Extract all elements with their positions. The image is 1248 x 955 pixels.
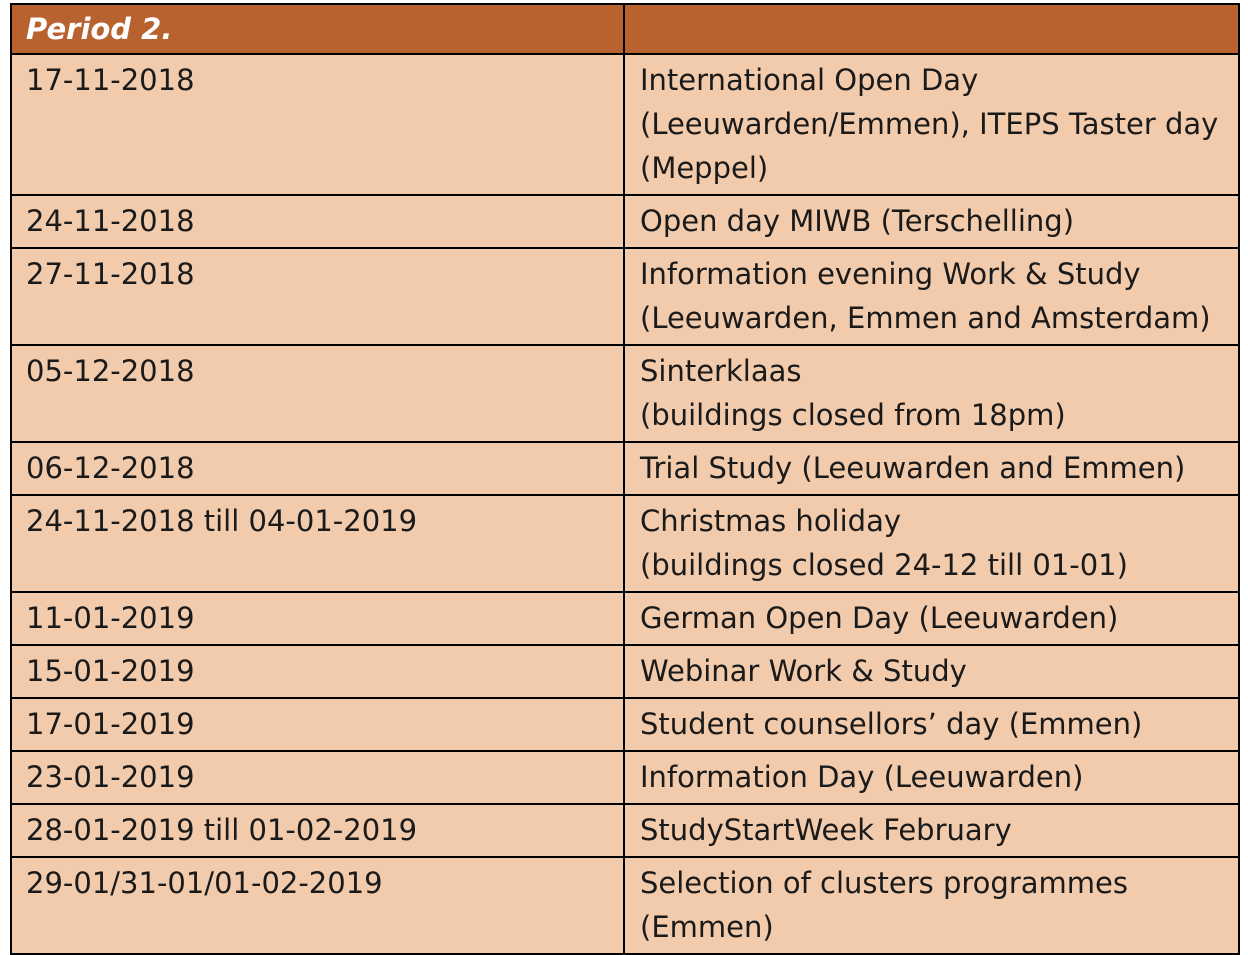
table-row [11,857,1239,954]
date-cell: 05-12-2018 [11,345,624,442]
event-cell [624,54,1239,195]
table-header-row [11,4,1239,54]
date-cell: 15-01-2019 [11,645,624,698]
event-cell [624,804,1239,857]
header-empty-cell [624,4,1239,54]
event-line: Sinterklaas [640,354,802,388]
date-cell: 17-11-2018 [11,54,624,195]
date-cell: 11-01-2019 [11,592,624,645]
event-line: Open day MIWB (Terschelling) [640,204,1075,238]
event-cell [624,751,1239,804]
event-line: Information evening Work & Study [640,257,1141,291]
period-schedule-table [10,3,1240,955]
event-line: German Open Day (Leeuwarden) [640,601,1119,635]
event-line: Webinar Work & Study [640,654,967,688]
event-cell [624,442,1239,495]
event-line: (Emmen) [640,910,774,944]
table-row [11,54,1239,195]
date-cell: 27-11-2018 [11,248,624,345]
event-line: Selection of clusters programmes [640,866,1128,900]
event-cell [624,195,1239,248]
date-cell: 17-01-2019 [11,698,624,751]
event-line: (Meppel) [640,151,769,185]
date-cell: 29-01/31-01/01-02-2019 [11,857,624,954]
event-line: Christmas holiday [640,504,902,538]
event-cell [624,495,1239,592]
event-line: (Leeuwarden, Emmen and Amsterdam) [640,301,1211,335]
table-row [11,804,1239,857]
table-row [11,442,1239,495]
date-cell: 24-11-2018 [11,195,624,248]
date-cell: 06-12-2018 [11,442,624,495]
table-row [11,645,1239,698]
event-cell [624,345,1239,442]
table-row [11,592,1239,645]
date-cell: 23-01-2019 [11,751,624,804]
table-row [11,195,1239,248]
event-line: International Open Day [640,63,979,97]
event-line: (Leeuwarden/Emmen), ITEPS Taster day [640,107,1219,141]
event-line: StudyStartWeek February [640,813,1012,847]
schedule-body [11,54,1239,954]
event-line: Information Day (Leeuwarden) [640,760,1084,794]
table-row [11,345,1239,442]
event-line: Trial Study (Leeuwarden and Emmen) [640,451,1186,485]
event-line: (buildings closed 24-12 till 01-01) [640,548,1128,582]
date-cell: 28-01-2019 till 01-02-2019 [11,804,624,857]
table-row [11,751,1239,804]
table-row [11,495,1239,592]
event-line: (buildings closed from 18pm) [640,398,1066,432]
period-title: Period 2. [11,4,624,54]
event-cell [624,248,1239,345]
event-line: Student counsellors’ day (Emmen) [640,707,1143,741]
event-cell [624,857,1239,954]
event-cell [624,592,1239,645]
event-cell [624,698,1239,751]
event-cell [624,645,1239,698]
table-row [11,248,1239,345]
table-row [11,698,1239,751]
date-cell: 24-11-2018 till 04-01-2019 [11,495,624,592]
